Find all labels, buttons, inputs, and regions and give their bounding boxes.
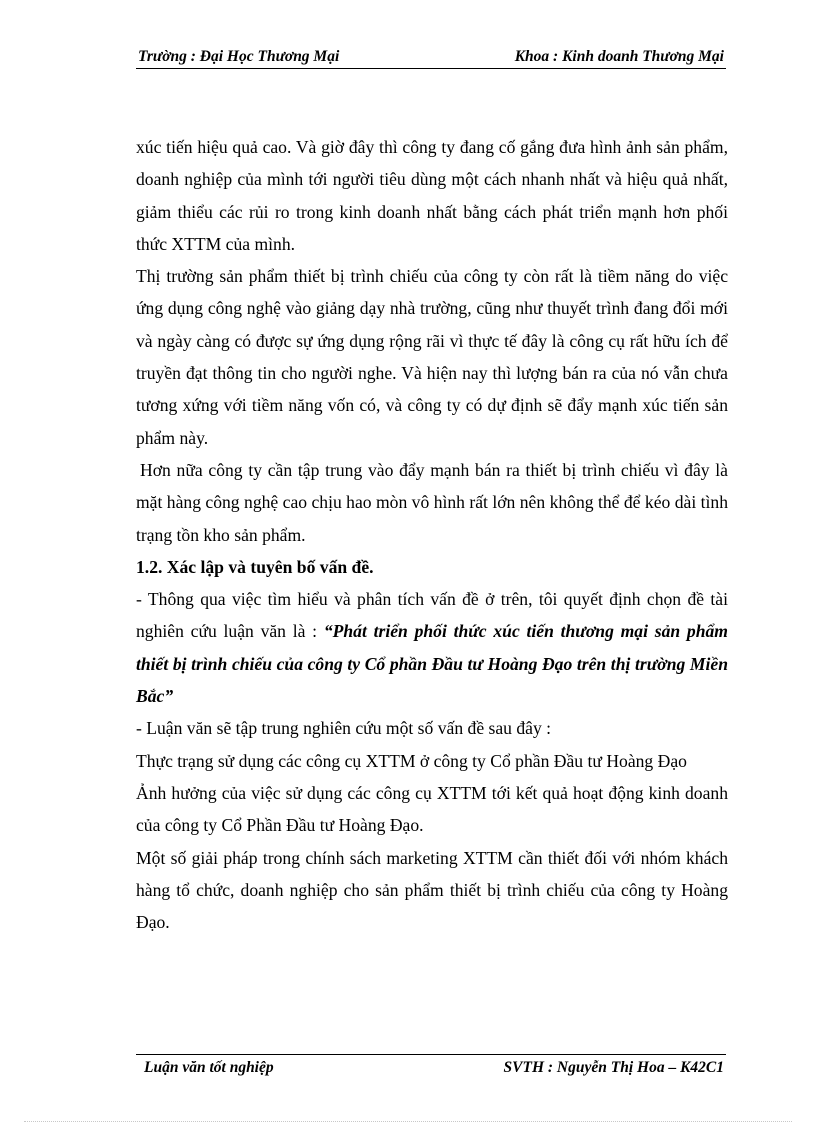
header-school: Trường : Đại Học Thương Mại <box>138 48 340 65</box>
header-faculty: Khoa : Kinh doanh Thương Mại <box>514 48 724 65</box>
paragraph-2: Thị trường sản phẩm thiết bị trình chiếu của công ty còn rất là tiềm năng do việc ứng dụng công nghệ vào giảng dạy nhà trường, cũng như thuyết trình đang đổi mới và ngày càng có được sự ứng dụng rộng rãi vì thực tế đây là công cụ rất hữu ích để truyền đạt thông tin cho người nghe. Và hiện nay thì lượng bán ra của nó vẫn chưa tương xứng với tiềm năng vốn có, và công ty có dự định sẽ đẩy mạnh xúc tiến sản phẩm này. <box>136 266 728 448</box>
paragraph-6: Thực trạng sử dụng các công cụ XTTM ở công ty Cổ phần Đầu tư Hoàng Đạo <box>136 750 687 771</box>
page-edge-divider <box>24 1121 792 1122</box>
page-footer <box>136 1045 726 1081</box>
topic-title: “Phát triển phối thức xúc tiến thương mại sản phẩm thiết bị trình chiếu của công ty Cổ phần Đầu tư Hoàng Đạo trên thị trường Miền Bắc” <box>136 621 728 707</box>
paragraph-7: Ảnh hưởng của việc sử dụng các công cụ XTTM tới kết quả hoạt động kinh doanh của công ty Cổ Phần Đầu tư Hoàng Đạo. <box>136 782 728 836</box>
document-body <box>136 131 728 938</box>
paragraph-1: xúc tiến hiệu quả cao. Và giờ đây thì công ty đang cố gắng đưa hình ảnh sản phẩm, doanh nghiệp của mình tới người tiêu dùng một cách nhanh nhất và hiệu quả nhất, giảm thiểu các rủi ro trong kinh doanh nhất bằng cách phát triển mạnh hơn phối thức XTTM của mình. <box>136 137 728 254</box>
footer-rule-left <box>136 1054 323 1055</box>
topic-lead-text: - Thông qua việc tìm hiểu và phân tích vấn đề ở trên, tôi quyết định chọn đề tài nghiên cứu luận văn là : <box>136 589 728 642</box>
section-heading: 1.2. Xác lập và tuyên bố vấn đề. <box>136 556 374 577</box>
footer-rule-right <box>323 1054 726 1055</box>
page-header <box>136 48 726 69</box>
paragraph-3: Hơn nữa công ty cần tập trung vào đẩy mạnh bán ra thiết bị trình chiếu vì đây là mặt hàng công nghệ cao chịu hao mòn vô hình rất lớn nên không thể để kéo dài tình trạng tồn kho sản phẩm. <box>136 459 728 545</box>
footer-student: SVTH : Nguyễn Thị Hoa – K42C1 <box>503 1059 724 1076</box>
paragraph-8: Một số giải pháp trong chính sách marketing XTTM cần thiết đối với nhóm khách hàng tổ chức, doanh nghiệp cho sản phẩm thiết bị trình chiếu của công ty Hoàng Đạo. <box>136 847 728 933</box>
paragraph-4 <box>136 583 728 712</box>
footer-thesis-label: Luận văn tốt nghiệp <box>144 1059 274 1076</box>
paragraph-5: - Luận văn sẽ tập trung nghiên cứu một số vấn đề sau đây : <box>136 718 552 739</box>
